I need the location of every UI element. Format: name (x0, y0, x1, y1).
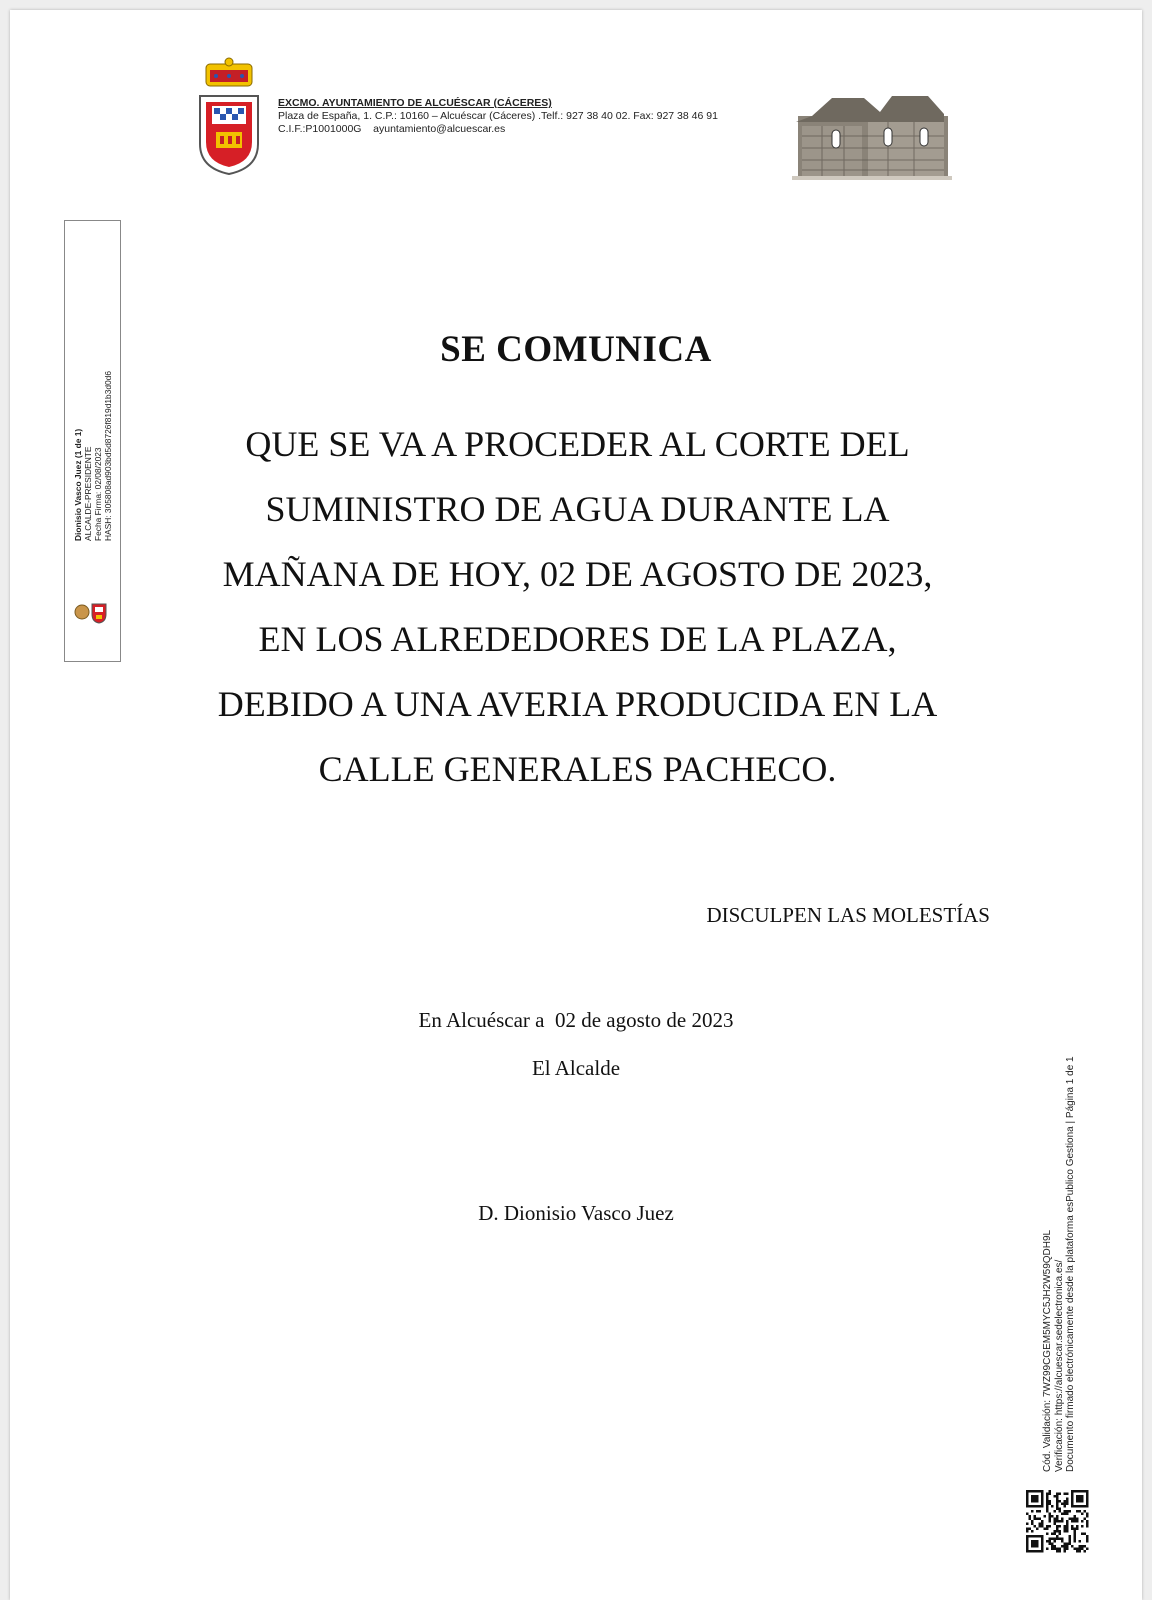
letterhead-title: EXCMO. AYUNTAMIENTO DE ALCUÉSCAR (CÁCERES) (278, 97, 552, 109)
notice-message (160, 412, 995, 802)
message-line: MAÑANA DE HOY, 02 DE AGOSTO DE 2023, (222, 554, 933, 594)
document-page (10, 10, 1142, 1600)
place-date: En Alcuéscar a 02 de agosto de 2023 (418, 1008, 734, 1032)
letterhead-cif: C.I.F.:P1001000G (278, 123, 362, 135)
message-line: DEBIDO A UNA AVERIA PRODUCIDA EN LA (217, 684, 938, 724)
message-line: SUMINISTRO DE AGUA DURANTE LA (265, 489, 890, 529)
signature-date: Fecha Firma: 02/08/2023 (93, 447, 103, 541)
small-coat-of-arms-icon (72, 600, 112, 624)
qr-code-icon (1026, 1490, 1090, 1554)
signer-role: El Alcalde (531, 1056, 621, 1080)
letterhead-email: ayuntamiento@alcuescar.es (373, 123, 506, 135)
coat-of-arms-icon (192, 56, 266, 178)
apology-text: DISCULPEN LAS MOLESTÍAS (706, 903, 990, 927)
notice-heading: SE COMUNICA (440, 329, 712, 370)
signer-name: D. Dionisio Vasco Juez (478, 1201, 674, 1225)
message-line: EN LOS ALREDEDORES DE LA PLAZA, (258, 619, 897, 659)
signed-note: Documento firmado electrónicamente desde la plataforma esPublico Gestiona | Página 1 de 1 (1065, 1056, 1076, 1472)
message-line: CALLE GENERALES PACHECO. (318, 749, 837, 789)
verification-url: Verificación: https://alcuescar.sedelectronica.es/ (1053, 1259, 1065, 1472)
validation-code: Cód. Validación: 7WZ99CGEM5MYC5JH2W59QDH9L (1042, 1229, 1053, 1472)
signature-hash: HASH: 305808ad903bd5d8726f819d1b3d0d6 (103, 371, 113, 541)
validation-strip (1042, 1002, 1092, 1472)
signature-role: ALCALDE-PRESIDENTE (83, 446, 93, 541)
signature-name: Dionisio Vasco Juez (1 de 1) (73, 428, 83, 541)
message-line: QUE SE VA A PROCEDER AL CORTE DEL (245, 424, 910, 464)
letterhead (278, 97, 798, 136)
letterhead-cif-email (278, 123, 798, 136)
letterhead-address: Plaza de España, 1. C.P.: 10160 – Alcuéscar (Cáceres) .Telf.: 927 38 40 02. Fax: 927 38 46 91 (278, 110, 718, 122)
electronic-signature-box (64, 220, 121, 662)
church-icon (792, 86, 952, 182)
